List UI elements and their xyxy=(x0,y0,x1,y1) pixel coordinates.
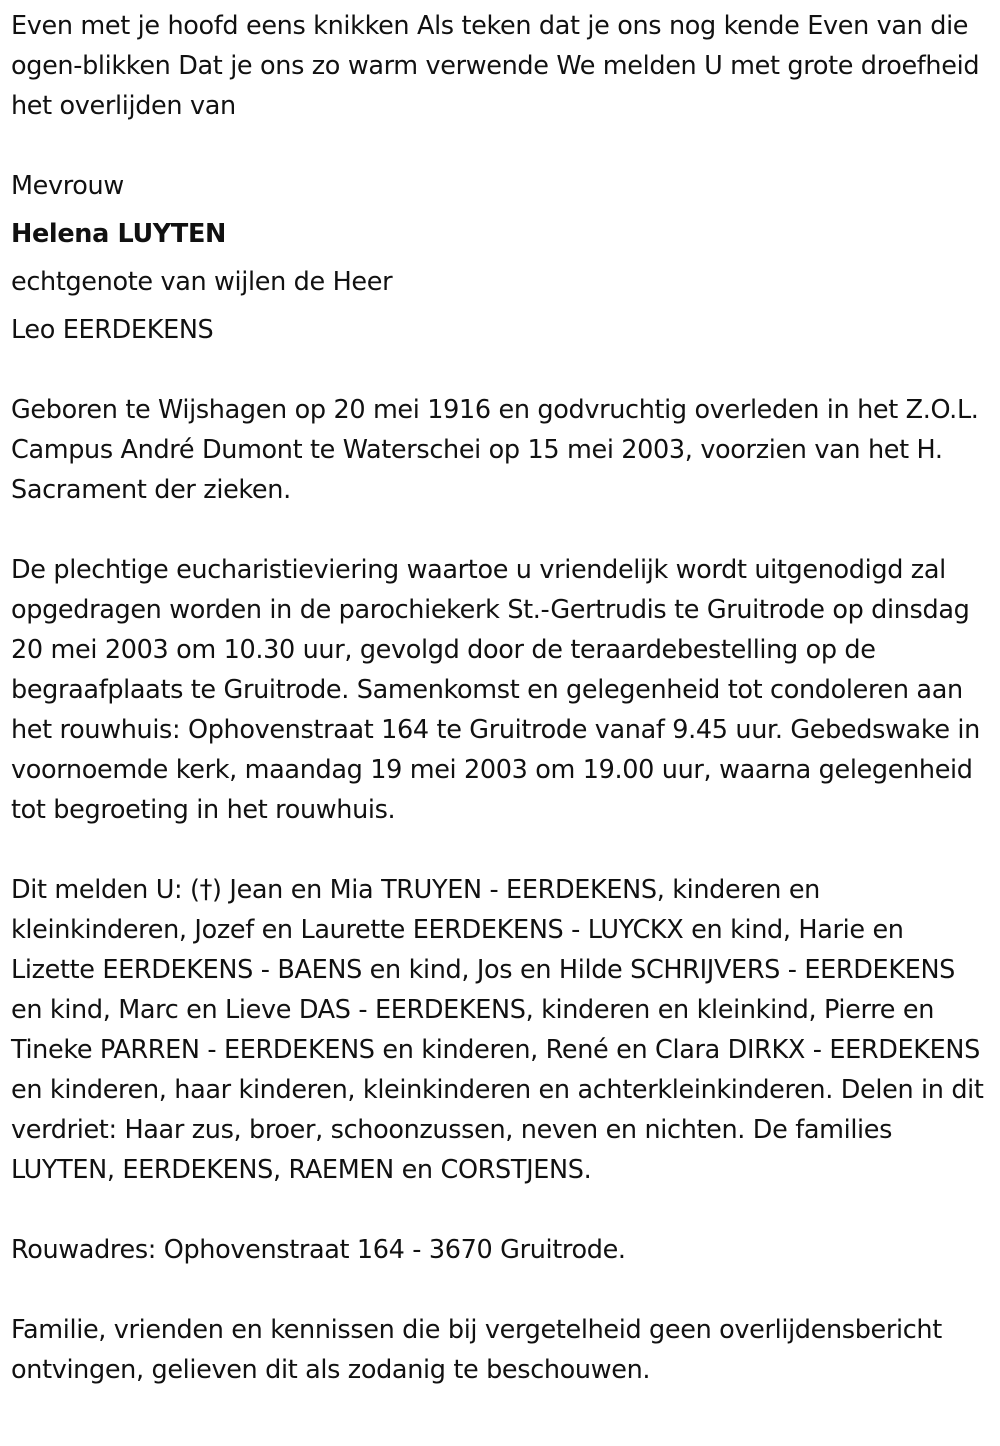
spouse-name: Leo EERDEKENS xyxy=(11,315,214,345)
spacer xyxy=(11,302,990,310)
spacer xyxy=(11,1190,990,1230)
closing-paragraph: Familie, vrienden en kennissen die bij vergetelheid geen overlijdensbericht ontvingen, gelieven dit als zodanig te beschouwen. xyxy=(11,1315,942,1385)
spacer xyxy=(11,1270,990,1310)
spacer xyxy=(11,830,990,870)
family-paragraph: Dit melden U: (†) Jean en Mia TRUYEN - EERDEKENS, kinderen en kleinkinderen, Jozef en Laurette EERDEKENS - LUYCKX en kind, Harie en Lizette EERDEKENS - BAENS en kind, Jos en Hilde SCHRIJVERS - EERDEKENS en kind, Marc en Lieve DAS - EERDEKENS, kinderen en kleinkind, Pierre en Tineke PARREN - EERDEKENS en kinderen, René en Clara DIRKX - EERDEKENS en kinderen, haar kinderen, kleinkinderen en achterkleinkinderen. Delen in dit verdriet: Haar zus, broer, schoonzussen, neven en nichten. De families LUYTEN, EERDEKENS, RAEMEN en CORSTJENS. xyxy=(11,875,984,1185)
spacer xyxy=(11,126,990,166)
spacer xyxy=(11,254,990,262)
mourning-address: Rouwadres: Ophovenstraat 164 - 3670 Gruitrode. xyxy=(11,1235,626,1265)
spacer xyxy=(11,350,990,390)
birth-death-paragraph: Geboren te Wijshagen op 20 mei 1916 en godvruchtig overleden in het Z.O.L. Campus André Dumont te Waterschei op 15 mei 2003, voorzien van het H. Sacrament der zieken. xyxy=(11,395,979,505)
spacer xyxy=(11,206,990,214)
spacer xyxy=(11,510,990,550)
deceased-name: Helena LUYTEN xyxy=(11,219,227,249)
ceremony-paragraph: De plechtige eucharistieviering waartoe u vriendelijk wordt uitgenodigd zal opgedragen worden in de parochiekerk St.-Gertrudis te Gruitrode op dinsdag 20 mei 2003 om 10.30 uur, gevolgd door de teraardebestelling op de begraafplaats te Gruitrode. Samenkomst en gelegenheid tot condoleren aan het rouwhuis: Ophovenstraat 164 te Gruitrode vanaf 9.45 uur. Gebedswake in voornoemde kerk, maandag 19 mei 2003 om 19.00 uur, waarna gelegenheid tot begroeting in het rouwhuis. xyxy=(11,555,980,825)
salutation: Mevrouw xyxy=(11,171,124,201)
intro-poem: Even met je hoofd eens knikken Als teken dat je ons nog kende Even van die ogen-blikken Dat je ons zo warm verwende We melden U met grote droefheid het overlijden van xyxy=(11,11,980,121)
spouse-line: echtgenote van wijlen de Heer xyxy=(11,267,393,297)
